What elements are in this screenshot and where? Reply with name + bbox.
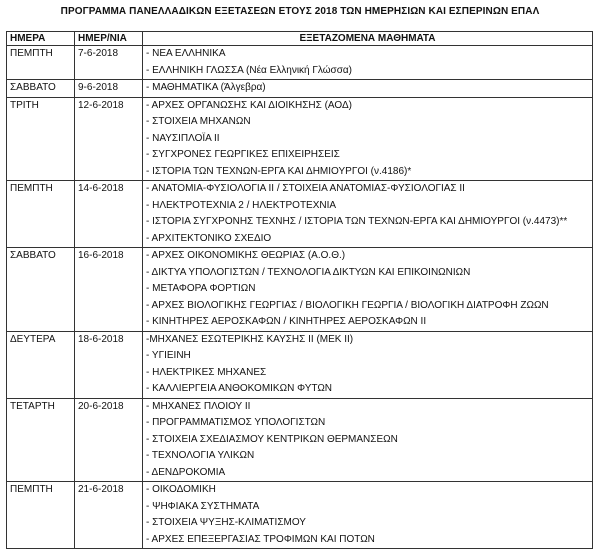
- subjects-cell: [143, 482, 593, 549]
- date-cell: 16-6-2018: [75, 248, 143, 332]
- subjects-cell: [143, 331, 593, 398]
- table-row: [7, 97, 593, 181]
- date-cell: 20-6-2018: [75, 398, 143, 482]
- subject-item: - ΙΣΤΟΡΙΑ ΤΩΝ ΤΕΧΝΩΝ-ΕΡΓΑ ΚΑΙ ΔΗΜΙΟΥΡΓΟΙ (ν.4186)*: [146, 165, 412, 177]
- date-cell: 12-6-2018: [75, 97, 143, 181]
- subject-item: - ΙΣΤΟΡΙΑ ΣΥΓΧΡΟΝΗΣ ΤΕΧΝΗΣ / ΙΣΤΟΡΙΑ ΤΩΝ ΤΕΧΝΩΝ-ΕΡΓΑ ΚΑΙ ΔΗΜΙΟΥΡΓΟΙ (ν.4473)**: [146, 216, 568, 227]
- table-row: [7, 398, 593, 482]
- subject-item: - ΑΡΧΕΣ ΟΙΚΟΝΟΜΙΚΗΣ ΘΕΩΡΙΑΣ (Α.Ο.Θ.): [146, 250, 346, 261]
- table-row: [7, 46, 593, 80]
- subject-item: - ΣΤΟΙΧΕΙΑ ΜΗΧΑΝΩΝ: [146, 116, 251, 127]
- subject-item: - ΗΛΕΚΤΡΙΚΕΣ ΜΗΧΑΝΕΣ: [146, 366, 267, 378]
- table-row: [7, 482, 593, 549]
- subject-item: - ΑΡΧΕΣ ΟΡΓΑΝΩΣΗΣ ΚΑΙ ΔΙΟΙΚΗΣΗΣ (ΑΟΔ): [146, 99, 352, 111]
- day-cell: ΣΑΒΒΑΤΟ: [7, 80, 75, 98]
- subject-item: - ΥΓΙΕΙΝΗ: [146, 350, 191, 361]
- day-cell: ΣΑΒΒΑΤΟ: [7, 248, 75, 332]
- subject-item: - ΑΡΧΕΣ ΒΙΟΛΟΓΙΚΗΣ ΓΕΩΡΓΙΑΣ / ΒΙΟΛΟΓΙΚΗ ΓΕΩΡΓΙΑ / ΒΙΟΛΟΓΙΚΗ ΔΙΑΤΡΟΦΗ ΖΩΩΝ: [146, 299, 549, 311]
- table-row: [7, 80, 593, 98]
- table-row: [7, 331, 593, 398]
- table-row: [7, 181, 593, 248]
- table-header-row: [7, 32, 593, 46]
- subject-item: - ΣΥΓΧΡΟΝΕΣ ΓΕΩΡΓΙΚΕΣ ΕΠΙΧΕΙΡΗΣΕΙΣ: [146, 149, 340, 160]
- subject-item: - ΜΗΧΑΝΕΣ ΠΛΟΙΟΥ ΙΙ: [146, 400, 251, 412]
- subject-item: - ΣΤΟΙΧΕΙΑ ΣΧΕΔΙΑΣΜΟΥ ΚΕΝΤΡΙΚΩΝ ΘΕΡΜΑΝΣΕΩΝ: [146, 433, 398, 445]
- document-title: ΠΡΟΓΡΑΜΜΑ ΠΑΝΕΛΛΑΔΙΚΩΝ ΕΞΕΤΑΣΕΩΝ ΕΤΟΥΣ 2018 ΤΩΝ ΗΜΕΡΗΣΙΩΝ ΚΑΙ ΕΣΠΕΡΙΝΩΝ ΕΠΑΛ: [60, 6, 540, 17]
- subject-item: - ΑΡΧΙΤΕΚΤΟΝΙΚΟ ΣΧΕΔΙΟ: [146, 232, 272, 244]
- date-cell: 9-6-2018: [75, 80, 143, 98]
- subject-item: - ΜΕΤΑΦΟΡΑ ΦΟΡΤΙΩΝ: [146, 283, 256, 294]
- subject-item: - ΚΙΝΗΤΗΡΕΣ ΑΕΡΟΣΚΑΦΩΝ / ΚΙΝΗΤΗΡΕΣ ΑΕΡΟΣΚΑΦΩΝ ΙΙ: [146, 316, 427, 327]
- subject-item: - ΤΕΧΝΟΛΟΓΙΑ ΥΛΙΚΩΝ: [146, 450, 255, 461]
- day-cell: ΠΕΜΠΤΗ: [7, 482, 75, 549]
- subject-item: - ΨΗΦΙΑΚΑ ΣΥΣΤΗΜΑΤΑ: [146, 500, 260, 512]
- subject-item: - ΝΕΑ ΕΛΛΗΝΙΚΑ: [146, 48, 226, 59]
- subject-item: - ΕΛΛΗΝΙΚΗ ΓΛΩΣΣΑ (Νέα Ελληνική Γλώσσα): [146, 64, 353, 76]
- subjects-cell: [143, 248, 593, 332]
- date-cell: 21-6-2018: [75, 482, 143, 549]
- header-day: ΗΜΕΡΑ: [7, 32, 75, 46]
- header-date: ΗΜΕΡ/ΝΙΑ: [75, 32, 143, 46]
- header-subjects: ΕΞΕΤΑΖΟΜΕΝΑ ΜΑΘΗΜΑΤΑ: [143, 32, 593, 46]
- day-cell: ΤΕΤΑΡΤΗ: [7, 398, 75, 482]
- subject-item: - ΣΤΟΙΧΕΙΑ ΨΥΞΗΣ-ΚΛΙΜΑΤΙΣΜΟΥ: [146, 517, 306, 528]
- subject-item: - ΑΝΑΤΟΜΙΑ-ΦΥΣΙΟΛΟΓΙΑ ΙΙ / ΣΤΟΙΧΕΙΑ ΑΝΑΤΟΜΙΑΣ-ΦΥΣΙΟΛΟΓΙΑΣ ΙΙ: [146, 183, 465, 194]
- day-cell: ΠΕΜΠΤΗ: [7, 46, 75, 80]
- subjects-cell: [143, 398, 593, 482]
- subject-item: - ΝΑΥΣΙΠΛΟΪΑ ΙΙ: [146, 132, 220, 144]
- subjects-cell: [143, 181, 593, 248]
- subject-item: - ΑΡΧΕΣ ΕΠΕΞΕΡΓΑΣΙΑΣ ΤΡΟΦΙΜΩΝ ΚΑΙ ΠΟΤΩΝ: [146, 533, 375, 545]
- subject-item: - ΗΛΕΚΤΡΟΤΕΧΝΙΑ 2 / ΗΛΕΚΤΡΟΤΕΧΝΙΑ: [146, 199, 337, 211]
- subjects-cell: [143, 46, 593, 80]
- date-cell: 14-6-2018: [75, 181, 143, 248]
- day-cell: ΔΕΥΤΕΡΑ: [7, 331, 75, 398]
- subject-item: - ΚΑΛΛΙΕΡΓΕΙΑ ΑΝΘΟΚΟΜΙΚΩΝ ΦΥΤΩΝ: [146, 383, 333, 394]
- date-cell: 7-6-2018: [75, 46, 143, 80]
- exam-schedule-table: [6, 31, 593, 549]
- table-row: [7, 248, 593, 332]
- subject-item: - ΟΙΚΟΔΟΜΙΚΗ: [146, 484, 216, 495]
- subject-item: - ΠΡΟΓΡΑΜΜΑΤΙΣΜΟΣ ΥΠΟΛΟΓΙΣΤΩΝ: [146, 417, 326, 428]
- subject-item: -ΜΗΧΑΝΕΣ ΕΣΩΤΕΡΙΚΗΣ ΚΑΥΣΗΣ ΙΙ (ΜΕΚ ΙΙ): [146, 333, 354, 345]
- subjects-cell: [143, 97, 593, 181]
- subjects-cell: [143, 80, 593, 98]
- table-body: [7, 46, 593, 549]
- subject-item: - ΜΑΘΗΜΑΤΙΚΑ (Άλγεβρα): [146, 82, 266, 93]
- date-cell: 18-6-2018: [75, 331, 143, 398]
- day-cell: ΤΡΙΤΗ: [7, 97, 75, 181]
- subject-item: - ΔΕΝΔΡΟΚΟΜΙΑ: [146, 466, 226, 478]
- day-cell: ΠΕΜΠΤΗ: [7, 181, 75, 248]
- subject-item: - ΔΙΚΤΥΑ ΥΠΟΛΟΓΙΣΤΩΝ / ΤΕΧΝΟΛΟΓΙΑ ΔΙΚΤΥΩΝ ΚΑΙ ΕΠΙΚΟΙΝΩΝΙΩΝ: [146, 266, 471, 278]
